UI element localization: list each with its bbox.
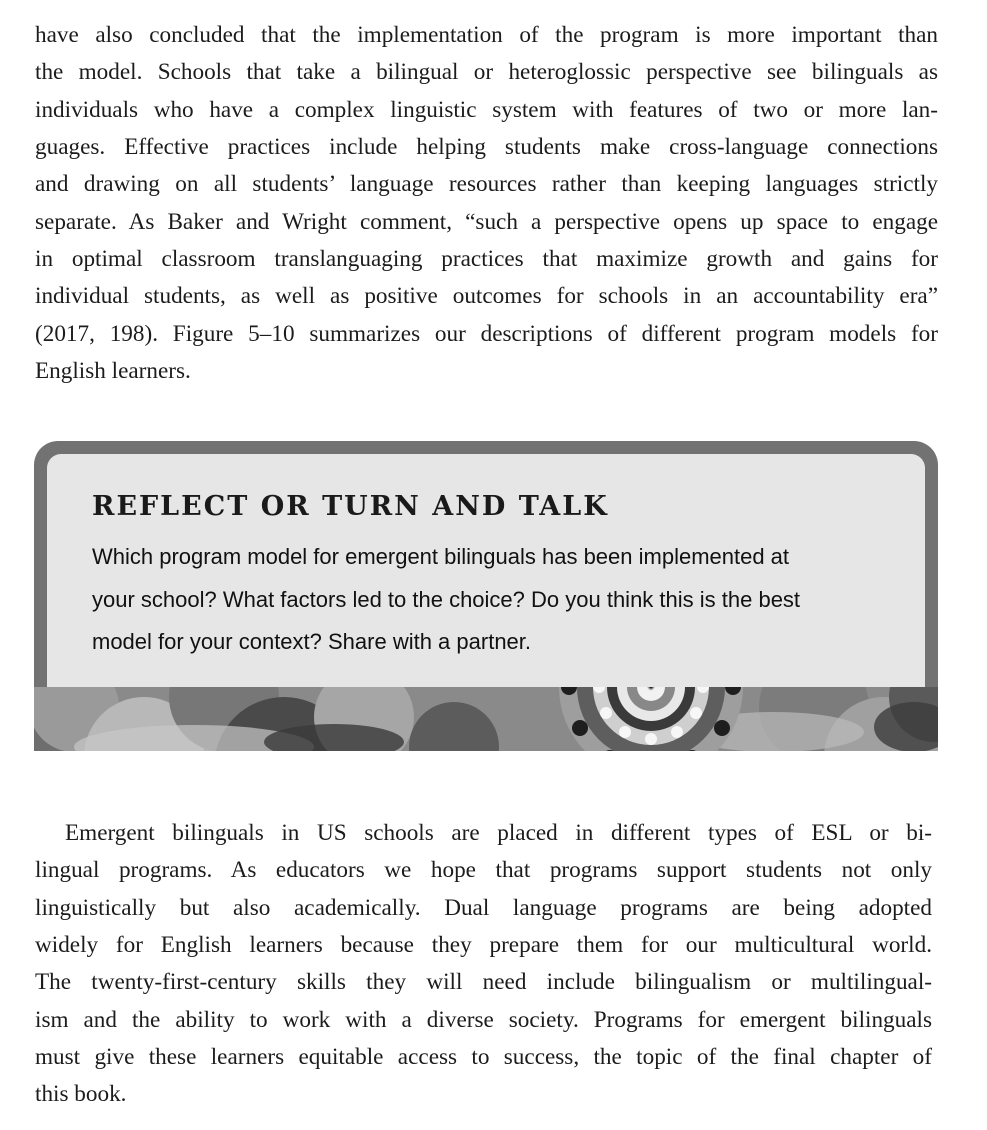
body-paragraph-bottom bbox=[35, 815, 932, 1114]
mandala-pattern-image bbox=[34, 687, 938, 751]
body-paragraph-top bbox=[35, 17, 938, 390]
text-line: must give these learners equitable access to success, the topic of the final chapter of bbox=[35, 1044, 932, 1071]
decorative-mandala-banner bbox=[34, 687, 938, 751]
callout-line: Which program model for emergent bilinguals has been implemented at bbox=[92, 544, 790, 569]
text-line: lingual programs. As educators we hope that programs support students not only bbox=[35, 857, 932, 884]
text-line: (2017, 198). Figure 5–10 summarizes our descriptions of different program models for bbox=[35, 320, 938, 347]
text-line: The twenty-first-century skills they will need include bilingualism or multilingual- bbox=[35, 969, 932, 996]
text-line: Emergent bilinguals in US schools are placed in different types of ESL or bi- bbox=[65, 820, 932, 846]
text-line: guages. Effective practices include helping students make cross-language connections bbox=[35, 134, 938, 161]
text-line: individuals who have a complex linguistic system with features of two or more lan- bbox=[35, 96, 938, 123]
text-line: the model. Schools that take a bilingual or heteroglossic perspective see bilinguals as bbox=[35, 59, 938, 86]
text-line: English learners. bbox=[35, 358, 191, 385]
text-line: have also concluded that the implementation of the program is more important than bbox=[35, 22, 938, 48]
text-line: individual students, as well as positive outcomes for schools in an accountability era” bbox=[35, 283, 938, 310]
text-line: in optimal classroom translanguaging practices that maximize growth and gains for bbox=[35, 246, 938, 273]
text-line: widely for English learners because they prepare them for our multicultural world. bbox=[35, 932, 932, 959]
reflect-callout-box bbox=[34, 441, 938, 751]
callout-line: your school? What factors led to the choice? Do you think this is the best bbox=[92, 586, 801, 612]
text-line: separate. As Baker and Wright comment, “such a perspective opens up space to engage bbox=[35, 208, 938, 235]
text-line: linguistically but also academically. Dual language programs are being adopted bbox=[35, 894, 932, 921]
callout-title: REFLECT OR TURN AND TALK bbox=[92, 491, 609, 522]
callout-line: model for your context? Share with a partner. bbox=[92, 629, 532, 654]
callout-prompt bbox=[92, 536, 872, 664]
text-line: and drawing on all students’ language resources rather than keeping languages strictly bbox=[35, 171, 938, 198]
text-line: this book. bbox=[35, 1081, 127, 1108]
text-line: ism and the ability to work with a diverse society. Programs for emergent bilinguals bbox=[35, 1006, 932, 1033]
